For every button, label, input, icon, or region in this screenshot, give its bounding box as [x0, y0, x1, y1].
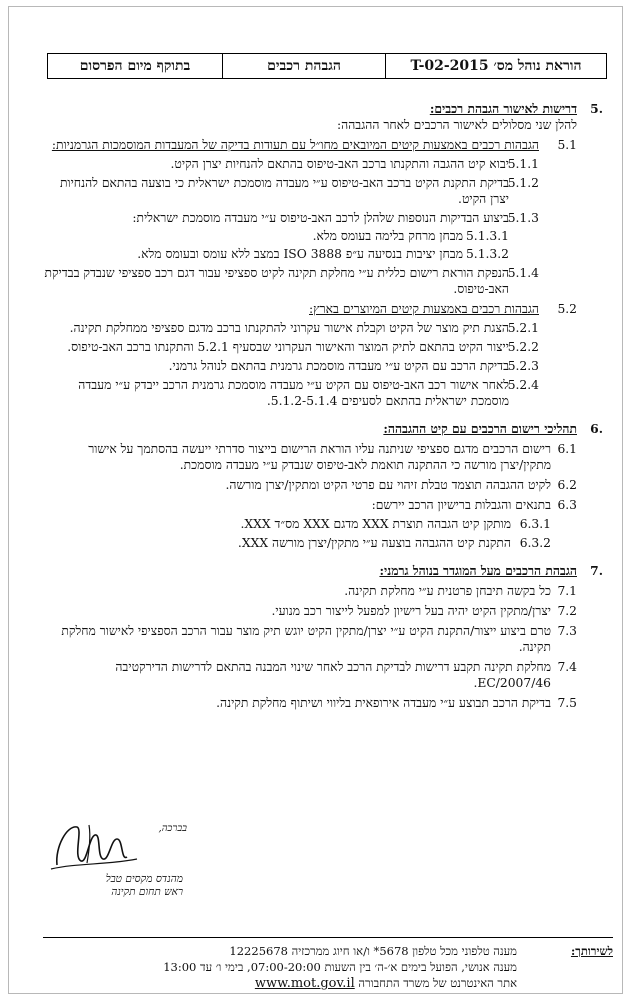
subitem-5-1-1 [39, 156, 539, 172]
footer-label: לשירותך: [570, 944, 613, 958]
subitem-number: 6.3.2 [519, 536, 551, 550]
subitem-6-3-2 [39, 535, 551, 551]
item-5-2-title: הגבהות רכבים באמצעות קיטים המיוצרים בארץ: [309, 302, 539, 316]
item-text: כל בקשה תיבחן פרטנית ע״י מחלקת תקינה. [344, 584, 551, 598]
document-page [8, 6, 623, 994]
item-5-2 [39, 301, 577, 409]
item-5-1 [39, 137, 577, 297]
item-6-2 [39, 477, 577, 493]
subitem-number: 5.1.1 [507, 157, 539, 171]
signatory-role: ראש תחום תקינה [111, 886, 183, 898]
section-5-number: .5 [590, 101, 603, 116]
subitem-5-2-2 [39, 339, 539, 355]
item-7-4 [39, 659, 577, 691]
item-7-3 [39, 623, 577, 655]
subitem-text: ייצור הקיט בהתאם לתיק המוצר והאישור העקרוני שבסעיף 5.2.1 והתקנתו ברכב האב-טיפוס. [67, 340, 509, 354]
section-7-title: הגבהת הרכבים מעל המוגדר בנוהל גרמני: [379, 563, 577, 578]
subitem-number: 5.1.2 [507, 176, 539, 190]
subitem-text: בדיקת התקנת הקיט ברכב האב-טיפוס ע״י מעבדה מוסמכת ישראלית כי בוצעה בהתאם להנחיות יצרן הקיט. [59, 176, 509, 206]
subitem-number: 5.1.3 [507, 211, 539, 225]
footer-website-line [43, 975, 517, 992]
subitem-5-1-3 [39, 210, 539, 262]
subitem-5-2-3 [39, 358, 539, 374]
subitem-text: ביצוע הבדיקות הנוספות שלהלן לרכב האב-טיפוס ע״י מעבדה מוסמכת ישראלית: [132, 211, 509, 225]
subitem-text: התקנת קיט ההגבהה בוצעה ע״י מתקין/יצרן מורשה XXX. [237, 536, 511, 550]
footer-divider [43, 937, 613, 938]
item-number: 7.5 [557, 696, 577, 710]
subitem-number: 5.1.4 [507, 266, 539, 280]
section-5-title: דרישות לאישור הגבהת רכבים: [429, 101, 577, 116]
signature-caption: בברכה, [158, 823, 187, 834]
header-instruction-number: הוראת נוהל מס׳ T-02-2015 [385, 54, 606, 78]
item-7-1 [39, 583, 577, 599]
signatory-name: מהנדס מקסים טבל [105, 873, 183, 885]
item-number: 6.1 [557, 442, 577, 456]
item-text: בדיקת הרכב תבוצע ע״י מעבדה אירופאית בליווי ושיתוף מחלקת תקינה. [216, 696, 551, 710]
subitem-6-3-1 [39, 516, 551, 532]
footer [43, 943, 613, 992]
item-number: 7.1 [557, 584, 577, 598]
subitem-text: יבוא קיט ההגבה והתקנתו ברכב האב-טיפוס בהתאם להנחיות יצרן הקיט. [170, 157, 509, 171]
subsubitem-5-1-3-1 [39, 228, 509, 244]
section-5 [39, 101, 611, 409]
document-body [39, 101, 611, 711]
signature-block [37, 817, 187, 917]
footer-phone-line: מענה טלפוני מכל טלפון 5678* ו/או חיוג ממרכזיה 12225678 [229, 944, 517, 958]
subsubitem-text: מבחן יציבות בנסיעה ע״פ ISO 3888 במצב ללא עומס ובעומס מלא. [137, 247, 463, 261]
subitem-5-1-4 [39, 265, 539, 297]
item-5-1-title: הגבהות רכבים באמצעות קיטים המיובאים מחו״ל עם תעודות בדיקה של המעבדות המוסמכות הגרמניות: [51, 138, 539, 152]
subitem-number: 5.2.1 [507, 321, 539, 335]
item-text: רישום הרכבים מדגם ספציפי שניתנה עליו הוראת הרישום בייצור סדרתי ייעשה בהסתמך על אישור מתקין/יצרן מורשה כי ההתקנה תואמת לאב-טיפוס שנבדק ע״י מעבדה מוסמכת. [88, 442, 551, 472]
section-6-number: .6 [590, 421, 603, 436]
item-number: 6.2 [557, 478, 577, 492]
subitem-text: בדיקת הרכב עם הקיט ע״י מעבדה מוסמכת גרמנית בהתאם לנוהל גרמני. [168, 359, 509, 373]
item-6-1 [39, 441, 577, 473]
subsubitem-5-1-3-2 [39, 246, 509, 262]
item-number: 7.2 [557, 604, 577, 618]
section-7-number: .7 [590, 563, 603, 578]
section-7 [39, 563, 611, 711]
subitem-number: 5.2.3 [507, 359, 539, 373]
subitem-5-2-1 [39, 320, 539, 336]
signatory [73, 873, 183, 899]
item-7-2 [39, 603, 577, 619]
item-6-3 [39, 497, 577, 551]
subsubitem-number: 5.1.3.1 [465, 229, 509, 243]
subsubitem-text: מבחן מרחק בלימה בעומס מלא. [312, 229, 463, 243]
subsubitem-number: 5.1.3.2 [465, 247, 509, 261]
document-header-table [47, 53, 607, 79]
subitem-5-1-2 [39, 175, 539, 207]
item-text: בתנאים והגבלות ברישיון הרכב יירשם: [371, 498, 551, 512]
item-number: 7.3 [557, 624, 577, 638]
header-validity: בתוקף מיום הפרסום [79, 57, 191, 74]
subitem-number: 5.2.4 [507, 378, 539, 392]
subitem-number: 6.3.1 [519, 517, 551, 531]
item-5-2-number: 5.2 [557, 302, 577, 316]
subitem-text: הנפקת הוראת רישום כללית ע״י מחלקת תקינה לקיט ספציפי עבור דגם רכב ספציפי שנבדק בבדיקת האב-טיפוס. [44, 266, 509, 296]
item-number: 7.4 [557, 660, 577, 674]
item-text: לקיט ההגבהה תוצמד טבלת זיהוי עם פרטי הקיט ומתקין/יצרן מורשה. [225, 478, 551, 492]
item-number: 6.3 [557, 498, 577, 512]
subitem-text: הצגת תיק מוצר של הקיט וקבלת אישור עקרוני להתקנתו ברכב מדגם ספציפי ממחלקת תקינה. [69, 321, 509, 335]
section-6-title: תהליכי רישום הרכבים עם קיט ההגבהה: [383, 421, 577, 436]
subitem-5-2-4 [39, 377, 539, 409]
section-6 [39, 421, 611, 551]
subitem-text: מותקן קיט הגבהה תוצרת XXX מדגם XXX מס״ד XXX. [240, 517, 511, 531]
subitem-text: לאחר אישור רכב האב-טיפוס עם הקיט ע״י מעבדה מוסמכת גרמנית הרכב ייבדק ע״י מעבדה מוסמכת ישראלית בהתאם לסעיפים 5.1.2-5.1.4. [78, 378, 509, 408]
footer-hours-line: מענה אנושי, הפועל בימים א׳-ה׳ בין השעות 07:00-20:00, בימי ו׳ עד 13:00 [163, 960, 517, 974]
item-text: טרם ביצוע ייצור/התקנת הקיט ע״י יצרן/מתקין הקיט יוגש תיק מוצר עבור הרכב הספציפי לאישור מחלקת תקינה. [61, 624, 551, 654]
item-text: מחלקת תקינה תקבע דרישות לבדיקת הרכב לאחר שינוי המבנה בהתאם לדרישות הדירקטיבה 2007/46/EC. [115, 660, 551, 690]
item-5-1-number: 5.1 [557, 138, 577, 152]
item-7-5 [39, 695, 577, 711]
footer-website-prefix: אתר האינטרנט של משרד התחבורה [358, 976, 517, 990]
footer-website-link[interactable]: www.mot.gov.il [254, 976, 355, 991]
header-subject: הגבהת רכבים [222, 54, 385, 78]
section-5-intro: להלן שני מסלולים לאישור הרכבים לאחר ההגבהה: [337, 118, 577, 132]
item-text: יצרן/מתקין הקיט יהיה בעל רישיון למפעל לייצור רכב מנועי. [271, 604, 551, 618]
subitem-number: 5.2.2 [507, 340, 539, 354]
